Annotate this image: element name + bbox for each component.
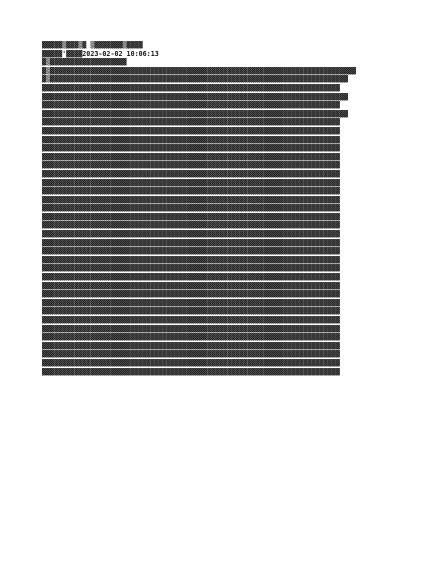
document-text-line: ▓▓▓▓▓▓▓▓▓▓▓▓▓▓▓▓▓▓▓▓▓▓▓▓▓▓▓▓▓▓▓▓▓▓▓▓▓▓▓▓▓▓▓▓▓▓▓▓▓▓▓▓▓▓▓▓▓▓▓▓▓▓▓▓▓▓▓▓▓▓▓▓▓▓ xyxy=(42,135,340,144)
document-text-line: ▓▓▓▓▓▒▓▓▓▒▓ ▒▓▓▓▓▓▓▓▒▓▓▓▓ xyxy=(42,41,143,49)
document-text-line: ▓▓▓▓▓▓▓▓▓▓▓▓▓▓▓▓▓▓▓▓▓▓▓▓▓▓▓▓▓▓▓▓▓▓▓▓▓▓▓▓▓▓▓▓▓▓▓▓▓▓▓▓▓▓▓▓▓▓▓▓▓▓▓▓▓▓▓▓▓▓▓▓▓▓ xyxy=(42,187,340,196)
document-text-line: ▓▓▓▓▓▓▓▓▓▓▓▓▓▓▓▓▓▓▓▓▓▓▓▓▓▓▓▓▓▓▓▓▓▓▓▓▓▓▓▓▓▓▓▓▓▓▓▓▓▓▓▓▓▓▓▓▓▓▓▓▓▓▓▓▓▓▓▓▓▓▓▓▓▓ xyxy=(42,230,340,239)
document-text-line: ▓▓▓▓▓▓▓▓▓▓▓▓▓▓▓▓▓▓▓▓▓▓▓▓▓▓▓▓▓▓▓▓▓▓▓▓▓▓▓▓▓▓▓▓▓▓▓▓▓▓▓▓▓▓▓▓▓▓▓▓▓▓▓▓▓▓▓▓▓▓▓▓▓▓ xyxy=(42,358,340,367)
document-text-line: ▓▓▓▓▓▓▓▓▓▓▓▓▓▓▓▓▓▓▓▓▓▓▓▓▓▓▓▓▓▓▓▓▓▓▓▓▓▓▓▓▓▓▓▓▓▓▓▓▓▓▓▓▓▓▓▓▓▓▓▓▓▓▓▓▓▓▓▓▓▓▓▓▓▓ xyxy=(42,101,340,110)
document-text-line: ▓▓▓▓▓▓▓▓▓▓▓▓▓▓▓▓▓▓▓▓▓▓▓▓▓▓▓▓▓▓▓▓▓▓▓▓▓▓▓▓▓▓▓▓▓▓▓▓▓▓▓▓▓▓▓▓▓▓▓▓▓▓▓▓▓▓▓▓▓▓▓▓▓▓ xyxy=(42,255,340,264)
document-text-line: ▓▒▓▓▓▓▓▓▓▓▓▓▓▓▓▓▓▓▓▓▓▓▓▓▓▓▓▓▓▓▓▓▓▓▓▓▓▓▓▓▓▓▓▓▓▓▓▓▓▓▓▓▓▓▓▓▓▓▓▓▓▓▓▓▓▓▓▓▓▓▓▓▓▓▓▓▓▓ xyxy=(42,66,357,75)
document-text-line: ▓▓▓▓▓▓▓▓▓▓▓▓▓▓▓▓▓▓▓▓▓▓▓▓▓▓▓▓▓▓▓▓▓▓▓▓▓▓▓▓▓▓▓▓▓▓▓▓▓▓▓▓▓▓▓▓▓▓▓▓▓▓▓▓▓▓▓▓▓▓▓▓▓▓ xyxy=(42,126,340,135)
document-timestamp-line: ▓▓▓▓▓'▓▓▓▓2023-02-02 10:06:13 xyxy=(42,49,159,58)
document-text-line: ▓▓▓▓▓▓▓▓▓▓▓▓▓▓▓▓▓▓▓▓▓▓▓▓▓▓▓▓▓▓▓▓▓▓▓▓▓▓▓▓▓▓▓▓▓▓▓▓▓▓▓▓▓▓▓▓▓▓▓▓▓▓▓▓▓▓▓▓▓▓▓▓▓▓ xyxy=(42,152,340,161)
document-text-line: ▓▓▓▓▓▓▓▓▓▓▓▓▓▓▓▓▓▓▓▓▓▓▓▓▓▓▓▓▓▓▓▓▓▓▓▓▓▓▓▓▓▓▓▓▓▓▓▓▓▓▓▓▓▓▓▓▓▓▓▓▓▓▓▓▓▓▓▓▓▓▓▓▓▓ xyxy=(42,212,340,221)
document-text-line: ▓▓▓▓▓▓▓▓▓▓▓▓▓▓▓▓▓▓▓▓▓▓▓▓▓▓▓▓▓▓▓▓▓▓▓▓▓▓▓▓▓▓▓▓▓▓▓▓▓▓▓▓▓▓▓▓▓▓▓▓▓▓▓▓▓▓▓▓▓▓▓▓▓▓ xyxy=(42,247,340,256)
document-text-line: ▓▓▓▓▓▓▓▓▓▓▓▓▓▓▓▓▓▓▓▓▓▓▓▓▓▓▓▓▓▓▓▓▓▓▓▓▓▓▓▓▓▓▓▓▓▓▓▓▓▓▓▓▓▓▓▓▓▓▓▓▓▓▓▓▓▓▓▓▓▓▓▓▓▓ xyxy=(42,350,340,359)
document-text-line: ▓▓▓▓▓▓▓▓▓▓▓▓▓▓▓▓▓▓▓▓▓▓▓▓▓▓▓▓▓▓▓▓▓▓▓▓▓▓▓▓▓▓▓▓▓▓▓▓▓▓▓▓▓▓▓▓▓▓▓▓▓▓▓▓▓▓▓▓▓▓▓▓▓▓ xyxy=(42,221,340,230)
document-text-line: ▓▒▓▓▓▓▓▓▓▓▓▓▓▓▓▓▓▓▓▓▓ xyxy=(42,58,127,67)
document-text-line: ▓▓▓▓▓▓▓▓▓▓▓▓▓▓▓▓▓▓▓▓▓▓▓▓▓▓▓▓▓▓▓▓▓▓▓▓▓▓▓▓▓▓▓▓▓▓▓▓▓▓▓▓▓▓▓▓▓▓▓▓▓▓▓▓▓▓▓▓▓▓▓▓▓▓ xyxy=(42,281,340,290)
document-text-line: ▓▓▓▓▓▓▓▓▓▓▓▓▓▓▓▓▓▓▓▓▓▓▓▓▓▓▓▓▓▓▓▓▓▓▓▓▓▓▓▓▓▓▓▓▓▓▓▓▓▓▓▓▓▓▓▓▓▓▓▓▓▓▓▓▓▓▓▓▓▓▓▓▓▓ xyxy=(42,324,340,333)
document-text-line: ▓▓▓▓▓▓▓▓▓▓▓▓▓▓▓▓▓▓▓▓▓▓▓▓▓▓▓▓▓▓▓▓▓▓▓▓▓▓▓▓▓▓▓▓▓▓▓▓▓▓▓▓▓▓▓▓▓▓▓▓▓▓▓▓▓▓▓▓▓▓▓▓▓▓ xyxy=(42,83,340,92)
document-text-line: ▓▓▓▓▓▓▓▓▓▓▓▓▓▓▓▓▓▓▓▓▓▓▓▓▓▓▓▓▓▓▓▓▓▓▓▓▓▓▓▓▓▓▓▓▓▓▓▓▓▓▓▓▓▓▓▓▓▓▓▓▓▓▓▓▓▓▓▓▓▓▓▓▓▓ xyxy=(42,298,340,307)
document-text-line: ▓▓▓▓▓▓▓▓▓▓▓▓▓▓▓▓▓▓▓▓▓▓▓▓▓▓▓▓▓▓▓▓▓▓▓▓▓▓▓▓▓▓▓▓▓▓▓▓▓▓▓▓▓▓▓▓▓▓▓▓▓▓▓▓▓▓▓▓▓▓▓▓▓▓▓▓ xyxy=(42,109,348,118)
document-text-line: ▓▓▓▓▓▓▓▓▓▓▓▓▓▓▓▓▓▓▓▓▓▓▓▓▓▓▓▓▓▓▓▓▓▓▓▓▓▓▓▓▓▓▓▓▓▓▓▓▓▓▓▓▓▓▓▓▓▓▓▓▓▓▓▓▓▓▓▓▓▓▓▓▓▓ xyxy=(42,118,340,127)
document-text-line: ▓▓▓▓▓▓▓▓▓▓▓▓▓▓▓▓▓▓▓▓▓▓▓▓▓▓▓▓▓▓▓▓▓▓▓▓▓▓▓▓▓▓▓▓▓▓▓▓▓▓▓▓▓▓▓▓▓▓▓▓▓▓▓▓▓▓▓▓▓▓▓▓▓▓ xyxy=(42,307,340,316)
document-body xyxy=(42,41,417,376)
document-text-line: ▓▓▓▓▓▓▓▓▓▓▓▓▓▓▓▓▓▓▓▓▓▓▓▓▓▓▓▓▓▓▓▓▓▓▓▓▓▓▓▓▓▓▓▓▓▓▓▓▓▓▓▓▓▓▓▓▓▓▓▓▓▓▓▓▓▓▓▓▓▓▓▓▓▓ xyxy=(42,238,340,247)
document-text-line: ▓▓▓▓▓▓▓▓▓▓▓▓▓▓▓▓▓▓▓▓▓▓▓▓▓▓▓▓▓▓▓▓▓▓▓▓▓▓▓▓▓▓▓▓▓▓▓▓▓▓▓▓▓▓▓▓▓▓▓▓▓▓▓▓▓▓▓▓▓▓▓▓▓▓ xyxy=(42,204,340,213)
document-text-line: ▓▓▓▓▓▓▓▓▓▓▓▓▓▓▓▓▓▓▓▓▓▓▓▓▓▓▓▓▓▓▓▓▓▓▓▓▓▓▓▓▓▓▓▓▓▓▓▓▓▓▓▓▓▓▓▓▓▓▓▓▓▓▓▓▓▓▓▓▓▓▓▓▓▓▓▓ xyxy=(42,92,348,101)
document-text-line: ▓▓▓▓▓▓▓▓▓▓▓▓▓▓▓▓▓▓▓▓▓▓▓▓▓▓▓▓▓▓▓▓▓▓▓▓▓▓▓▓▓▓▓▓▓▓▓▓▓▓▓▓▓▓▓▓▓▓▓▓▓▓▓▓▓▓▓▓▓▓▓▓▓▓ xyxy=(42,367,340,376)
document-text-line: ▓▓▓▓▓▓▓▓▓▓▓▓▓▓▓▓▓▓▓▓▓▓▓▓▓▓▓▓▓▓▓▓▓▓▓▓▓▓▓▓▓▓▓▓▓▓▓▓▓▓▓▓▓▓▓▓▓▓▓▓▓▓▓▓▓▓▓▓▓▓▓▓▓▓ xyxy=(42,316,340,324)
document-text-line: ▓▓▓▓▓▓▓▓▓▓▓▓▓▓▓▓▓▓▓▓▓▓▓▓▓▓▓▓▓▓▓▓▓▓▓▓▓▓▓▓▓▓▓▓▓▓▓▓▓▓▓▓▓▓▓▓▓▓▓▓▓▓▓▓▓▓▓▓▓▓▓▓▓▓ xyxy=(42,273,340,282)
document-text-line: ▓▓▓▓▓▓▓▓▓▓▓▓▓▓▓▓▓▓▓▓▓▓▓▓▓▓▓▓▓▓▓▓▓▓▓▓▓▓▓▓▓▓▓▓▓▓▓▓▓▓▓▓▓▓▓▓▓▓▓▓▓▓▓▓▓▓▓▓▓▓▓▓▓▓ xyxy=(42,169,340,178)
document-text-line: ▓▓▓▓▓▓▓▓▓▓▓▓▓▓▓▓▓▓▓▓▓▓▓▓▓▓▓▓▓▓▓▓▓▓▓▓▓▓▓▓▓▓▓▓▓▓▓▓▓▓▓▓▓▓▓▓▓▓▓▓▓▓▓▓▓▓▓▓▓▓▓▓▓▓ xyxy=(42,195,340,204)
document-text-line: ▓▓▓▓▓▓▓▓▓▓▓▓▓▓▓▓▓▓▓▓▓▓▓▓▓▓▓▓▓▓▓▓▓▓▓▓▓▓▓▓▓▓▓▓▓▓▓▓▓▓▓▓▓▓▓▓▓▓▓▓▓▓▓▓▓▓▓▓▓▓▓▓▓▓ xyxy=(42,290,340,299)
document-text-line: ▓▓▓▓▓▓▓▓▓▓▓▓▓▓▓▓▓▓▓▓▓▓▓▓▓▓▓▓▓▓▓▓▓▓▓▓▓▓▓▓▓▓▓▓▓▓▓▓▓▓▓▓▓▓▓▓▓▓▓▓▓▓▓▓▓▓▓▓▓▓▓▓▓▓ xyxy=(42,333,340,342)
document-text-line: ▓▓▓▓▓▓▓▓▓▓▓▓▓▓▓▓▓▓▓▓▓▓▓▓▓▓▓▓▓▓▓▓▓▓▓▓▓▓▓▓▓▓▓▓▓▓▓▓▓▓▓▓▓▓▓▓▓▓▓▓▓▓▓▓▓▓▓▓▓▓▓▓▓▓ xyxy=(42,178,340,187)
document-text-line: ▓▒▓▓▓▓▓▓▓▓▓▓▓▓▓▓▓▓▓▓▓▓▓▓▓▓▓▓▓▓▓▓▓▓▓▓▓▓▓▓▓▓▓▓▓▓▓▓▓▓▓▓▓▓▓▓▓▓▓▓▓▓▓▓▓▓▓▓▓▓▓▓▓▓▓▓ xyxy=(42,75,348,84)
document-text-line: ▓▓▓▓▓▓▓▓▓▓▓▓▓▓▓▓▓▓▓▓▓▓▓▓▓▓▓▓▓▓▓▓▓▓▓▓▓▓▓▓▓▓▓▓▓▓▓▓▓▓▓▓▓▓▓▓▓▓▓▓▓▓▓▓▓▓▓▓▓▓▓▓▓▓ xyxy=(42,264,340,273)
document-text-line: ▓▓▓▓▓▓▓▓▓▓▓▓▓▓▓▓▓▓▓▓▓▓▓▓▓▓▓▓▓▓▓▓▓▓▓▓▓▓▓▓▓▓▓▓▓▓▓▓▓▓▓▓▓▓▓▓▓▓▓▓▓▓▓▓▓▓▓▓▓▓▓▓▓▓ xyxy=(42,144,340,153)
document-text-line: ▓▓▓▓▓▓▓▓▓▓▓▓▓▓▓▓▓▓▓▓▓▓▓▓▓▓▓▓▓▓▓▓▓▓▓▓▓▓▓▓▓▓▓▓▓▓▓▓▓▓▓▓▓▓▓▓▓▓▓▓▓▓▓▓▓▓▓▓▓▓▓▓▓▓ xyxy=(42,161,340,170)
document-text-line: ▓▓▓▓▓▓▓▓▓▓▓▓▓▓▓▓▓▓▓▓▓▓▓▓▓▓▓▓▓▓▓▓▓▓▓▓▓▓▓▓▓▓▓▓▓▓▓▓▓▓▓▓▓▓▓▓▓▓▓▓▓▓▓▓▓▓▓▓▓▓▓▓▓▓ xyxy=(42,341,340,350)
